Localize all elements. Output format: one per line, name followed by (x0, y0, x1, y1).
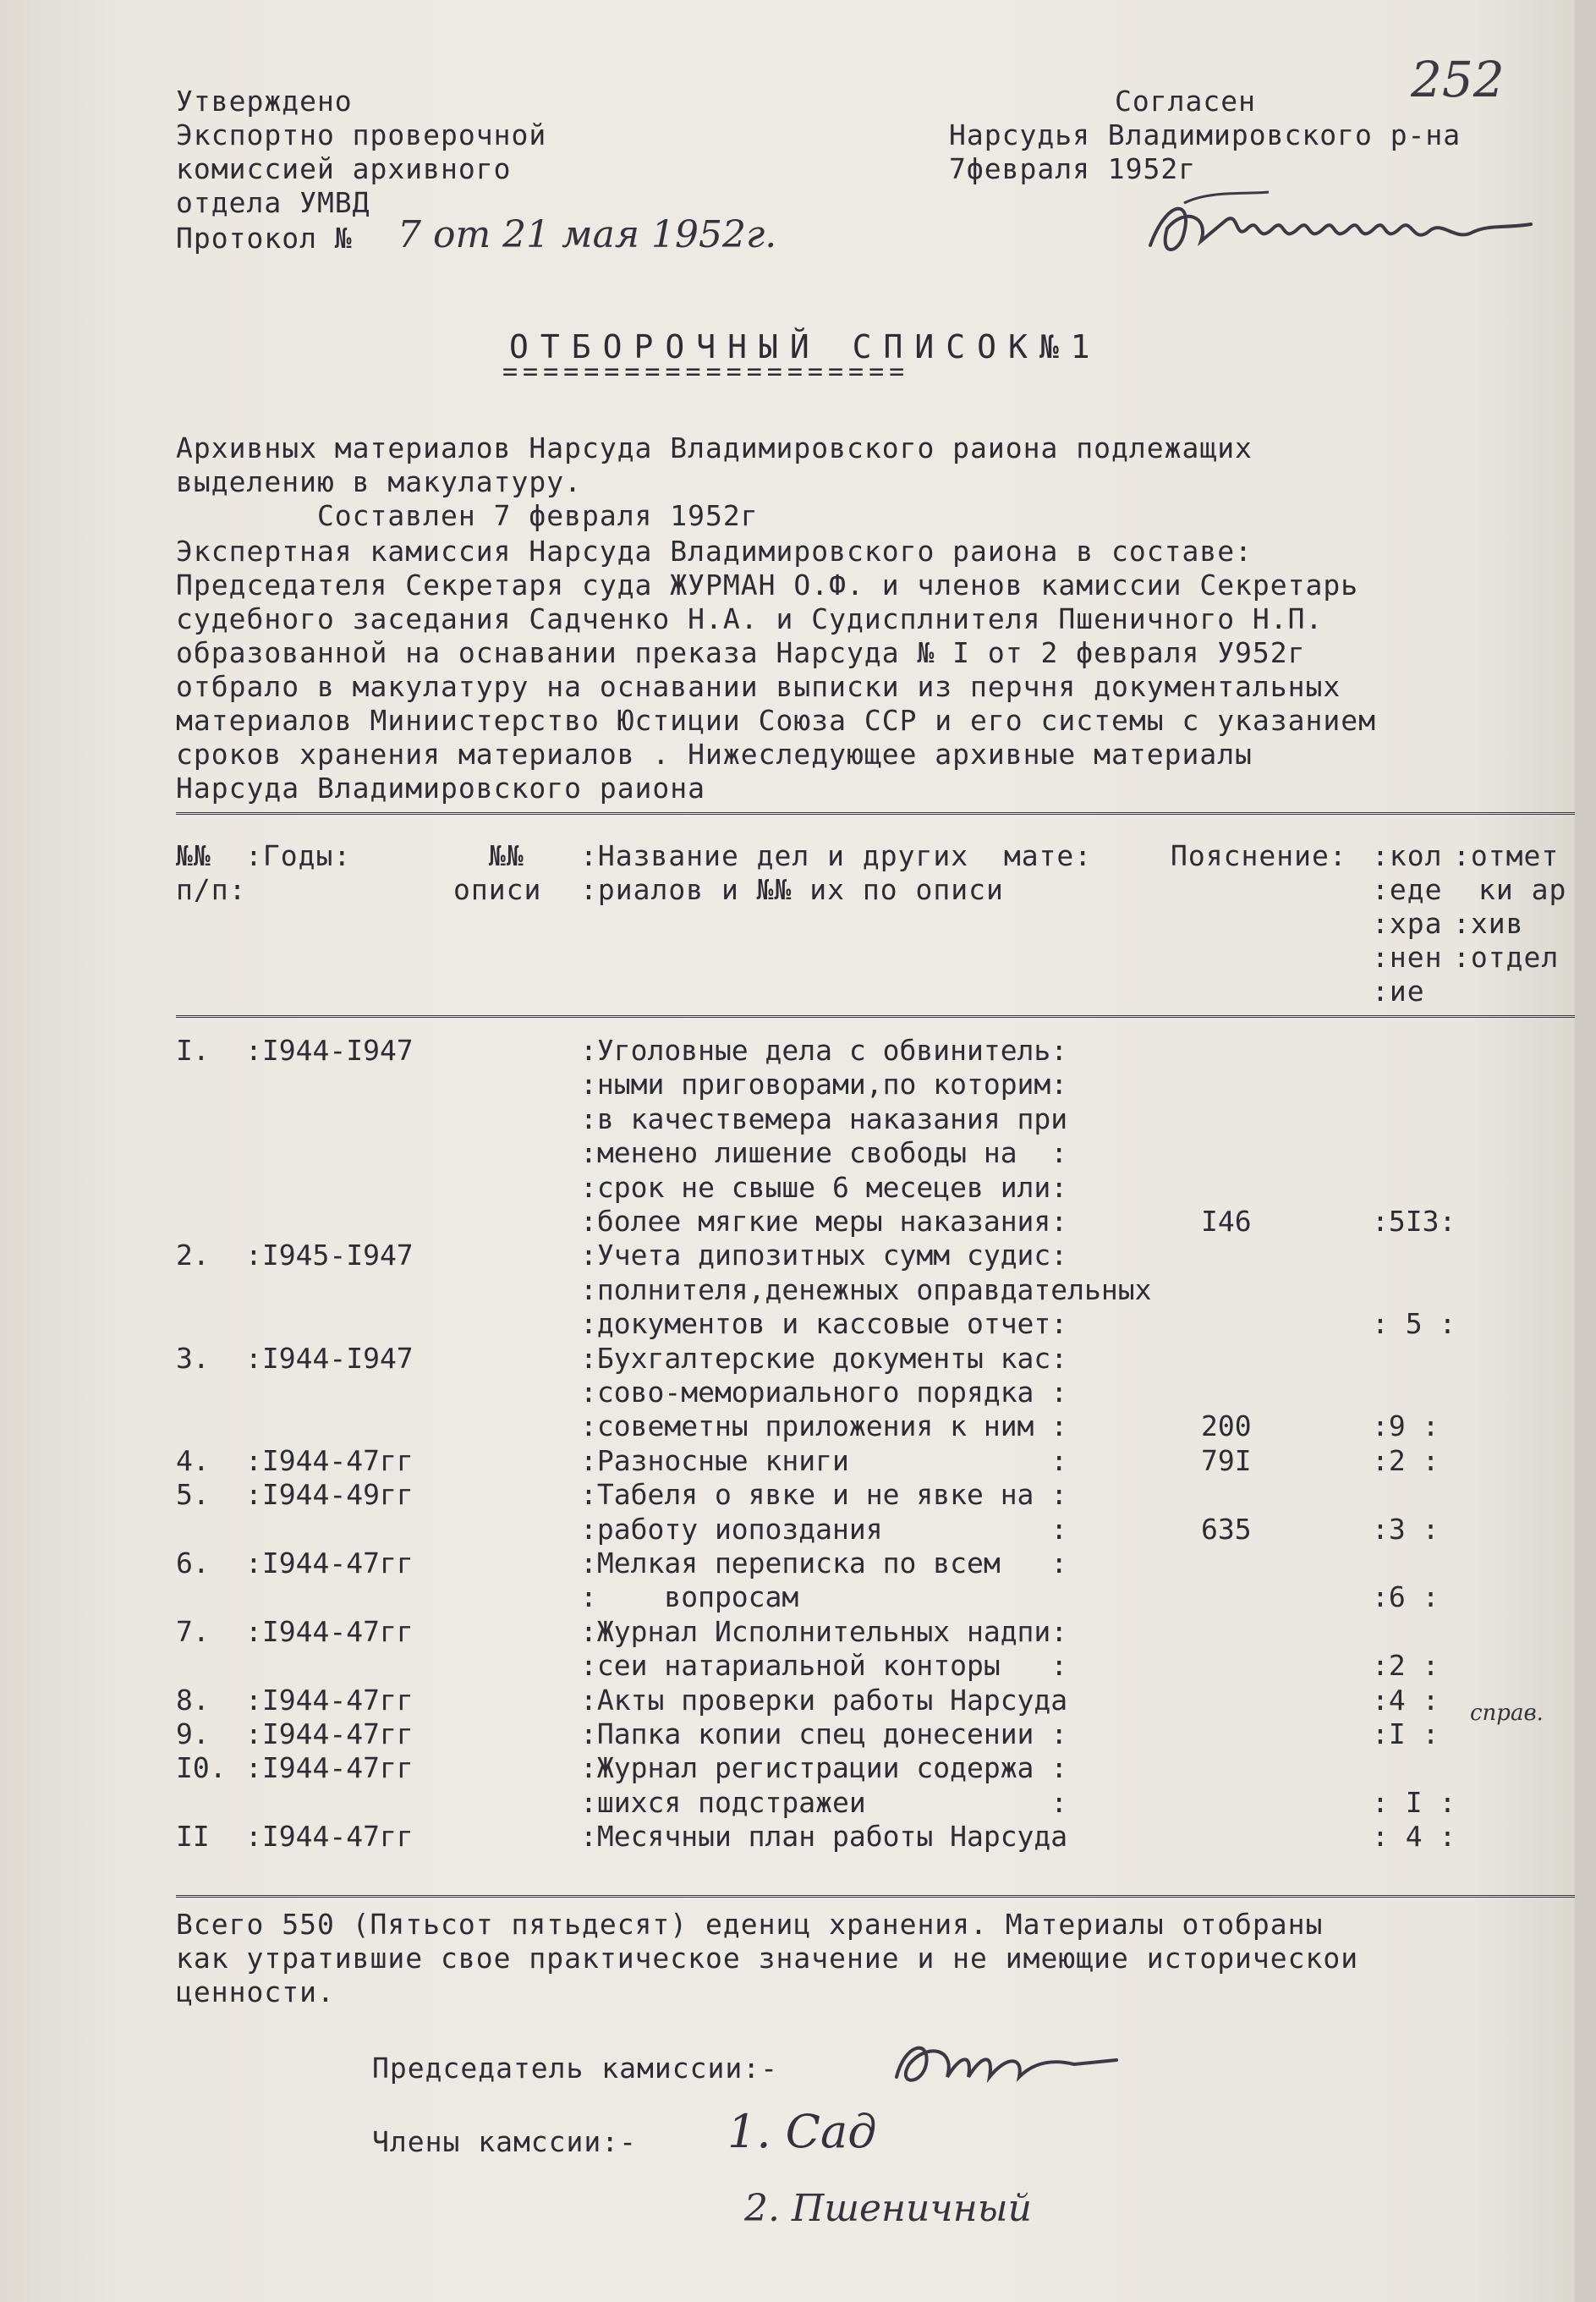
intro-line: Председателя Секретаря суда ЖУРМАН О.Ф. и членов камиссии Секретарь (176, 569, 1359, 602)
member-2-signature: 2. Пшеничный (744, 2187, 1032, 2230)
row-title-line: :сово-мемориального порядка : (580, 1376, 1068, 1409)
row-title-line: :Акты проверки работы Нарсуда (580, 1683, 1068, 1717)
intro-line: образованной на оснавании преказа Нарсуда № I от 2 февраля У952г (176, 636, 1306, 669)
intro-line: сроков хранения материалов . Нижеследующее архивные материалы (176, 738, 1253, 771)
header-archive-marks: :хив (1453, 907, 1524, 940)
header-count: :хра (1372, 907, 1443, 940)
row-title-line: :Папка копии спец донесении : (580, 1717, 1068, 1750)
summary-line: Всего 550 (Пятьсот пятьдесят) едениц хранения. Материалы отобраны (176, 1908, 1324, 1941)
agreement-line: 7февраля 1952г (949, 152, 1197, 185)
table-bottom-rule (176, 1895, 1575, 1898)
row-note: 200 (1201, 1409, 1252, 1443)
header-count: :ие (1372, 975, 1425, 1008)
row-title-line: :Учета дипозитных сумм судис: (580, 1239, 1068, 1272)
row-title-line: :Мелкая переписка по всем : (580, 1547, 1068, 1580)
header-archive-marks: :отдел (1453, 941, 1560, 974)
row-title-line: :работу иопоздания : (580, 1512, 1068, 1546)
intro-line: материалов Миниистерство Юстиции Союза ССР и его системы с указанием (176, 704, 1377, 737)
row-title-line: :Журнал регистрации содержа : (580, 1751, 1068, 1785)
row-count: :4 : (1372, 1683, 1440, 1717)
row-title-line: :ными приговорами,по которим: (580, 1068, 1068, 1102)
approval-line: комиссией архивного (176, 152, 512, 185)
agreement-line: Согласен (1115, 85, 1256, 118)
intro-line: Нарсуда Владимировского раиона (176, 772, 706, 805)
row-number: I0. (176, 1751, 227, 1785)
row-title-line: :Месячныи план работы Нарсуда (580, 1820, 1068, 1854)
row-number: 9. (176, 1717, 210, 1750)
row-years: :I944-47гг (245, 1547, 414, 1580)
row-number: II (176, 1820, 210, 1854)
header-count: :кол (1372, 839, 1443, 872)
row-years: :I944-47гг (245, 1751, 414, 1785)
row-count: : 4 : (1372, 1820, 1456, 1854)
intro-line: Составлен 7 февраля 1952г (176, 499, 759, 532)
intro-line: выделению в макулатуру. (176, 465, 582, 498)
row-years: :I944-47гг (245, 1683, 414, 1717)
row-years: :I944-49гг (245, 1478, 414, 1512)
row-title-line: : вопросам (580, 1580, 799, 1614)
row-title-line: :в качествемера наказания при (580, 1102, 1068, 1135)
header-inventory: №№ (489, 839, 524, 872)
row-title-line: :Уголовные дела с обвинитель: (580, 1034, 1068, 1067)
row-title-line: :срок не свыше 6 месецев или: (580, 1170, 1068, 1204)
row-years: :I944-I947 (245, 1341, 414, 1375)
row-number: 5. (176, 1478, 210, 1512)
intro-line: судебного заседания Садченко Н.А. и Судисплнителя Пшеничного Н.П. (176, 602, 1324, 635)
header-num: №№ (176, 839, 211, 872)
row-count: :3 : (1372, 1512, 1440, 1546)
intro-line: Экспертная камиссия Нарсуда Владимировского раиона в составе: (176, 535, 1253, 568)
table-top-rule (176, 812, 1575, 815)
intro-line: Архивных материалов Нарсуда Владимировского раиона подлежащих (176, 431, 1253, 464)
agreement-line: Нарсудья Владимировского р-на (949, 118, 1462, 151)
row-note: 79I (1201, 1443, 1252, 1477)
header-years: :Годы: (245, 839, 352, 872)
members-label: Члены камссии:- (372, 2125, 638, 2158)
handwritten-mark: справ. (1470, 1700, 1544, 1726)
intro-line: отбрало в макулатуру на оснавании выписки из перчня документальных (176, 670, 1341, 703)
row-title-line: :Журнал Исполнительных надпи: (580, 1614, 1068, 1648)
row-number: 8. (176, 1683, 210, 1717)
header-name: :риалов и №№ их по описи (580, 873, 1004, 906)
header-inventory: описи (453, 873, 542, 906)
approval-line: отдела УМВД (176, 186, 370, 219)
row-count: :I : (1372, 1717, 1440, 1750)
row-years: :I944-47гг (245, 1614, 414, 1648)
header-count: :еде (1372, 873, 1443, 906)
row-title-line: :Разносные книги : (580, 1443, 1068, 1477)
header-archive-marks: ки ар (1478, 873, 1567, 906)
member-1-signature: 1. Сад (727, 2105, 877, 2158)
row-number: I. (176, 1034, 210, 1067)
header-name: :Название дел и других мате: (580, 839, 1093, 872)
row-title-line: :совеметны приложения к ним : (580, 1409, 1068, 1443)
approval-line: Экспортно проверочной (176, 118, 547, 151)
row-number: 7. (176, 1614, 210, 1648)
row-note: 635 (1201, 1512, 1252, 1546)
row-count: :9 : (1372, 1409, 1440, 1443)
header-count: :нен (1372, 941, 1443, 974)
row-title-line: :менено лишение свободы на : (580, 1136, 1068, 1170)
row-years: :I945-I947 (245, 1239, 414, 1272)
approval-line: Утверждено (176, 85, 353, 118)
judge-signature (1133, 182, 1556, 275)
summary-line: как утратившие свое практическое значение и не имеющие историческои (176, 1942, 1359, 1975)
summary-line: ценности. (176, 1975, 335, 2008)
row-count: :2 : (1372, 1649, 1440, 1683)
row-count: :2 : (1372, 1443, 1440, 1477)
header-note: Пояснение: (1171, 839, 1347, 872)
document-title: ОТБОРОЧНЫЙ СПИСОК№1 (509, 328, 1102, 365)
page-edge-shadow (1575, 0, 1596, 2302)
row-count: :6 : (1372, 1580, 1440, 1614)
chair-label: Председатель камиссии:- (372, 2052, 778, 2085)
table-header-rule (176, 1015, 1575, 1018)
row-title-line: :шихся подстражеи : (580, 1785, 1068, 1819)
row-number: 3. (176, 1341, 210, 1375)
row-years: :I944-I947 (245, 1034, 414, 1067)
row-years: :I944-47гг (245, 1443, 414, 1477)
title-underline: ==================== (502, 357, 910, 387)
row-number: 2. (176, 1239, 210, 1272)
row-years: :I944-47гг (245, 1717, 414, 1750)
row-title-line: :более мягкие меры наказания: (580, 1205, 1068, 1238)
row-number: 6. (176, 1547, 210, 1580)
header-num: п/п: (176, 873, 247, 906)
row-number: 4. (176, 1443, 210, 1477)
row-count: : I : (1372, 1785, 1456, 1819)
protocol-handwritten: 7 от 21 мая 1952г. (398, 213, 777, 256)
row-note: I46 (1201, 1205, 1252, 1238)
row-years: :I944-47гг (245, 1820, 414, 1854)
row-count: : 5 : (1372, 1307, 1456, 1341)
row-title-line: :Бухгалтерские документы кас: (580, 1341, 1068, 1375)
row-count: :5I3: (1372, 1205, 1456, 1238)
chair-signature (880, 2026, 1133, 2102)
handwritten-page-number: 252 (1411, 51, 1505, 108)
approval-protocol-label: Протокол № (176, 222, 353, 255)
header-archive-marks: :отмет (1453, 839, 1560, 872)
row-title-line: :сеи натариальной конторы : (580, 1649, 1068, 1683)
row-title-line: :Табеля о явке и не явке на : (580, 1478, 1068, 1512)
row-title-line: :документов и кассовые отчет: (580, 1307, 1068, 1341)
row-title-line: :полнителя,денежных оправдательных (580, 1272, 1152, 1306)
